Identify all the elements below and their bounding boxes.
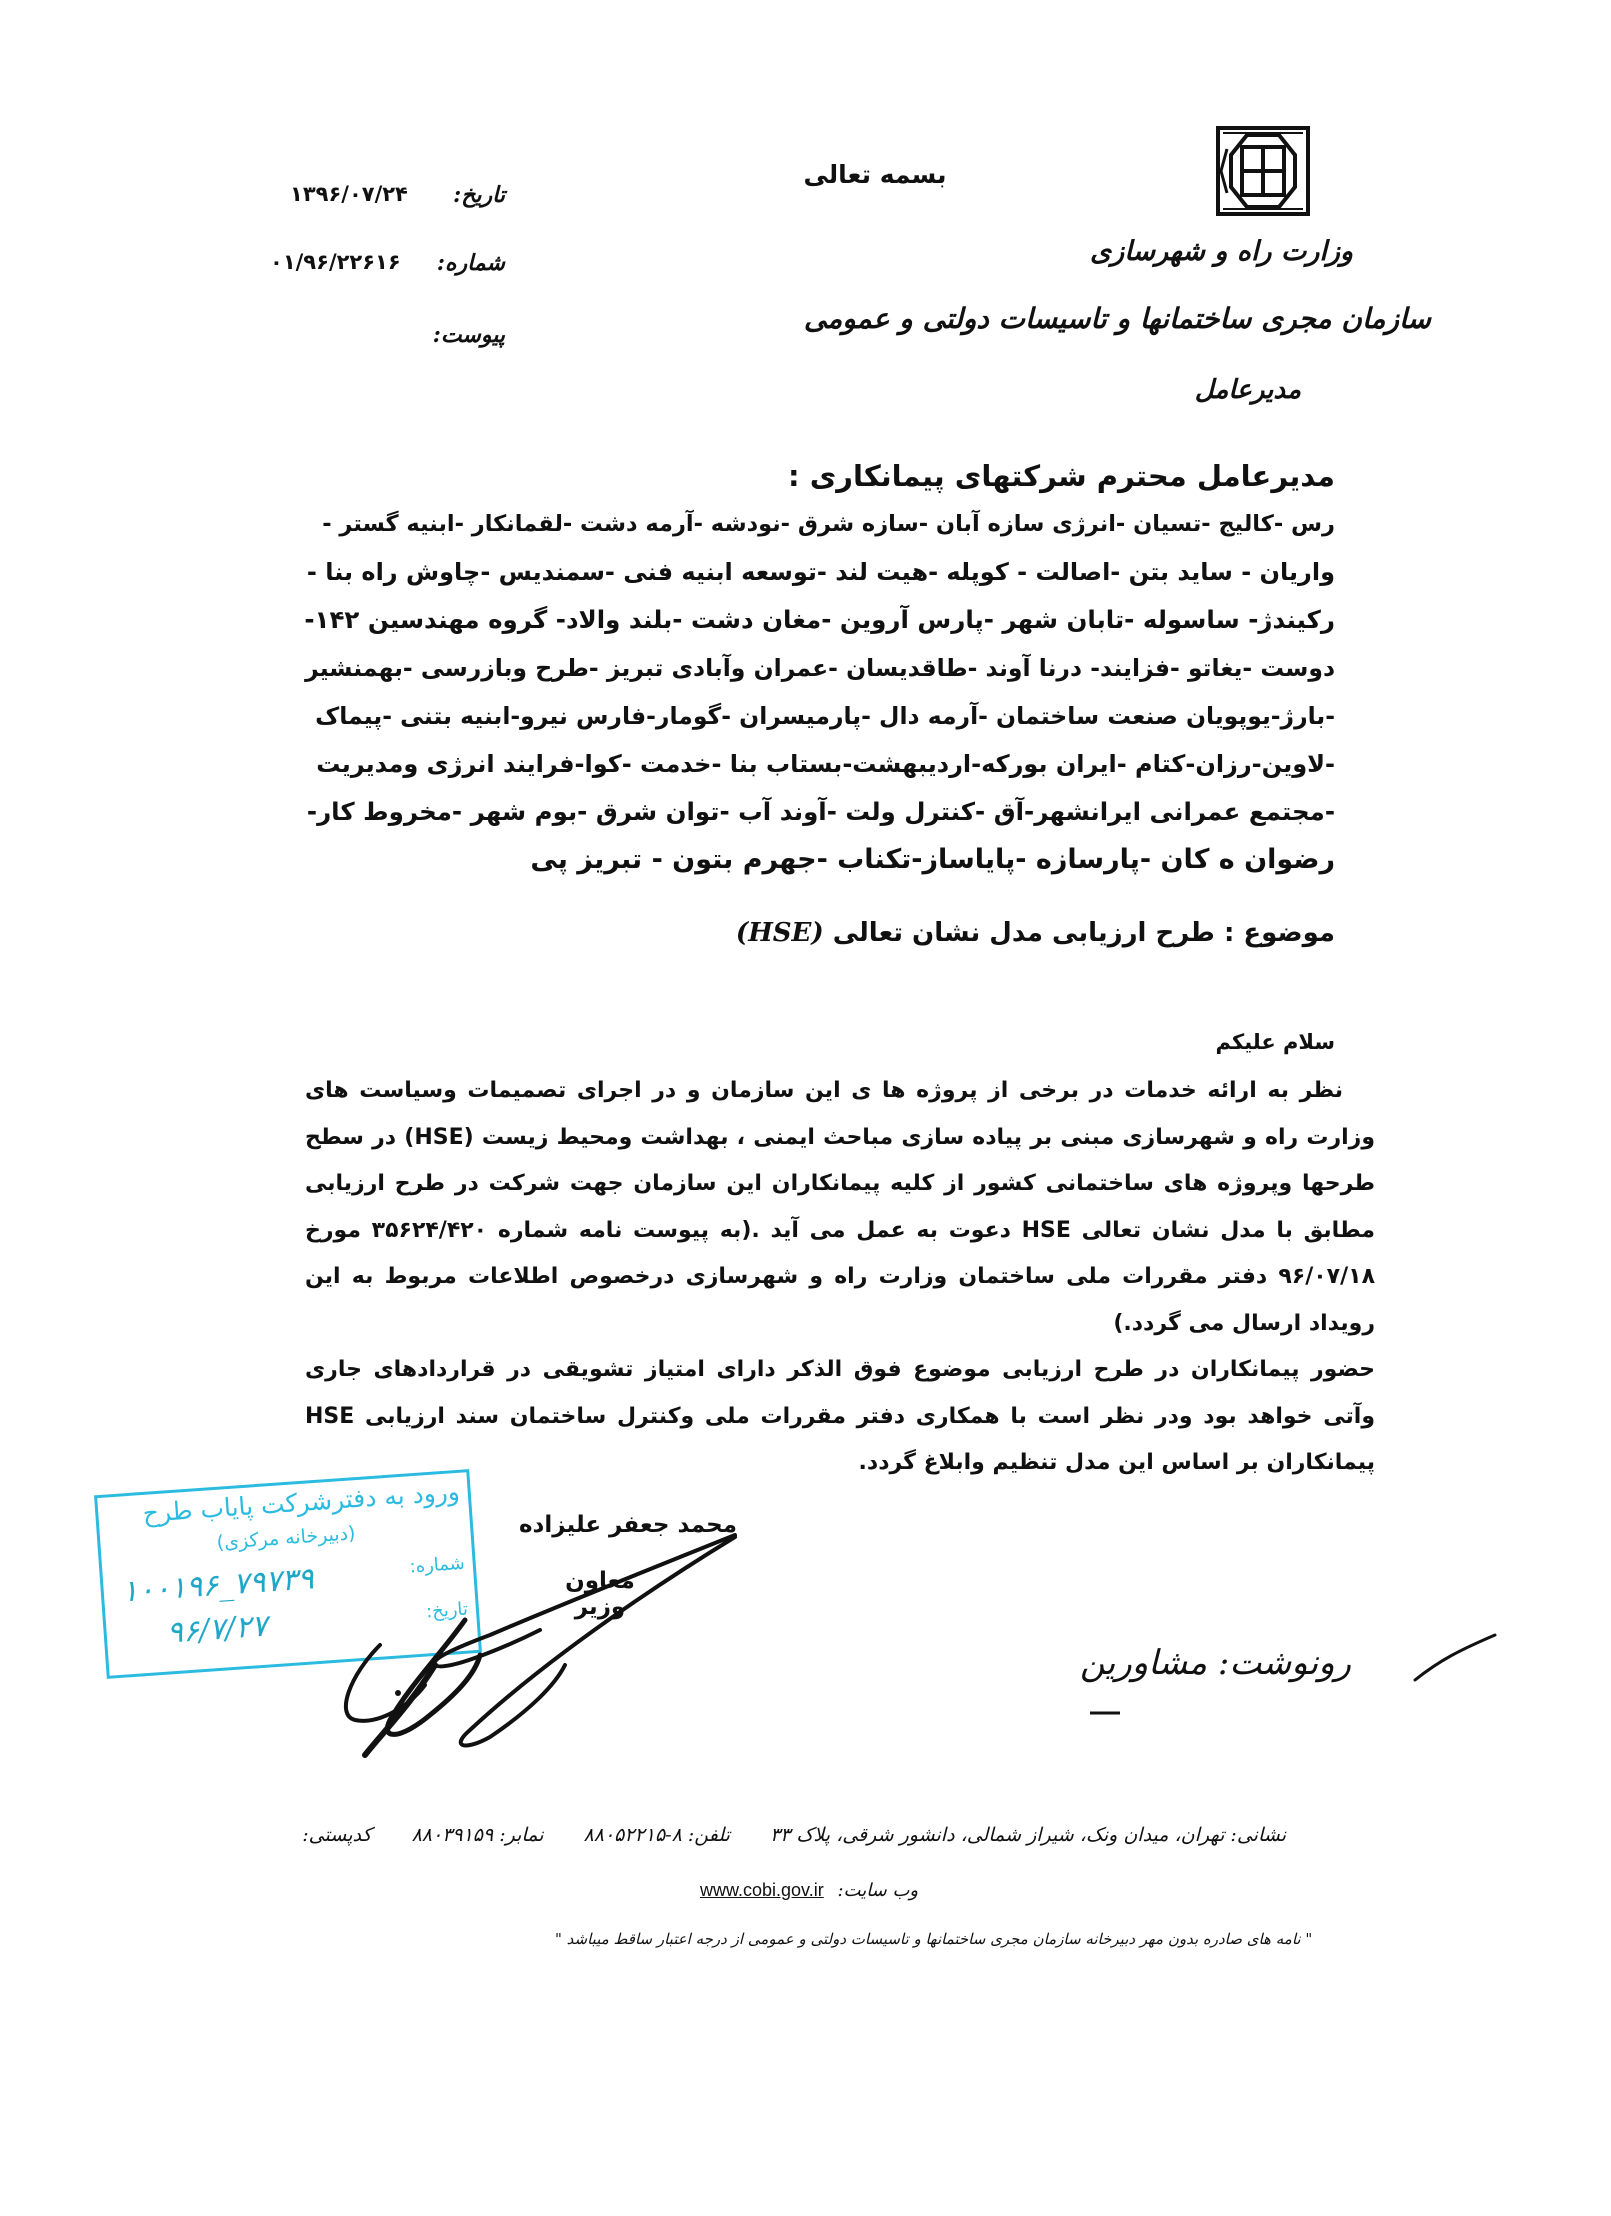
date-value: ۱۳۹۶/۰۷/۲۴ <box>290 182 408 206</box>
stamp-line-2: (دبیرخانه مرکزی) <box>215 1522 357 1554</box>
handwritten-cc-note <box>1040 1615 1500 1725</box>
addressee-line: رکیندژ- ساسوله -تابان شهر -پارس آروین -مغان دشت -بلند والاد- گروه مهندسین ۱۴۲- <box>304 605 1335 634</box>
subject-code: (HSE) <box>735 918 824 948</box>
addressee-block <box>305 452 1335 884</box>
letter-body <box>305 1068 1375 1487</box>
attachment-label: پیوست: <box>432 322 505 348</box>
stamp-number-label: شماره: <box>408 1552 466 1578</box>
footer-fax: نمابر: ۸۸۰۳۹۱۵۹ <box>411 1824 544 1846</box>
sender-office: مدیرعامل <box>1194 375 1301 405</box>
stamp-date-value: ۹۶/۷/۲۷ <box>165 1608 269 1651</box>
subject-label: موضوع : طرح ارزیابی مدل نشان تعالی <box>832 918 1335 948</box>
greeting: سلام علیکم <box>1215 1030 1335 1054</box>
handwritten-signature <box>340 1515 800 1775</box>
invocation: بسمه تعالی <box>803 160 947 189</box>
footer-validity-note: " نامه های صادره بدون مهر دبیرخانه سازمان مجری ساختمانها و تاسیسات دولتی و عمومی از درجه اعتبار ساقط میباشد " <box>555 1930 1313 1948</box>
body-line: رویداد ارسال می گردد.) <box>1113 1310 1375 1336</box>
addressee-line: -لاوین-رزان-کتام -ایران بورکه-اردیبهشت-بستاب بنا -خدمت -کوا-فرایند انرژی ومدیریت <box>316 750 1335 778</box>
footer-postal-code-label: کدپستی: <box>302 1824 372 1846</box>
addressee-line: رضوان ه کان -پارسازه -پایاساز-تکناب -جهرم بتون - تبریز پی <box>530 844 1335 875</box>
ministry-name: وزارت راه و شهرسازی <box>1090 236 1353 267</box>
addressee-line: رس -کالیج -تسیان -انرژی سازه آبان -سازه شرق -نودشه -آرمه دشت -لقمانکار -ابنیه گستر - <box>322 511 1335 537</box>
body-line: نظر به ارائه خدمات در برخی از پروژه ها ی این سازمان و در اجرای تصمیمات وسیاست های <box>305 1078 1343 1103</box>
number-label: شماره: <box>436 250 505 276</box>
addressee-line: -مجتمع عمرانی ایرانشهر-آق -کنترل ولت -آوند آب -توان شرق -بوم شهر -مخروط کار- <box>306 797 1335 826</box>
stamp-line-1: ورود به دفترشرکت پایاب طرح <box>141 1476 461 1528</box>
organization-name: سازمان مجری ساختمانها و تاسیسات دولتی و عمومی <box>803 302 1431 335</box>
ministry-emblem-icon <box>1215 125 1311 217</box>
website-link[interactable]: www.cobi.gov.ir <box>700 1880 824 1900</box>
cc-note-text: رونوشت: مشاورین <box>1080 1643 1352 1683</box>
body-line: پیمانکاران بر اساس این مدل تنظیم وابلاغ گردد. <box>858 1450 1375 1475</box>
website-label: وب سایت: <box>837 1880 919 1901</box>
addressee-line: -بارژ-یوپویان صنعت ساختمان -آرمه دال -پارمیسران -گومار-فارس نیرو-ابنیه بتنی -پیماک <box>315 702 1335 730</box>
footer-address: نشانی: تهران، میدان ونک، شیراز شمالی، دانشور شرقی، پلاک ۳۳ <box>769 1824 1286 1846</box>
addressee-line: دوست -یغاتو -فزایند- درنا آوند -طاقدیسان -عمران وآبادی تبریز -طرح وبازرسی -بهمنشیر <box>305 654 1335 682</box>
body-line: مطابق با مدل نشان تعالی HSE دعوت به عمل می آید .(به پیوست نامه شماره ۳۵۶۲۴/۴۲۰ مورخ <box>305 1217 1375 1243</box>
body-line: حضور پیمانکاران در طرح ارزیابی موضوع فوق الذکر دارای امتیاز تشویقی در قراردادهای جاری <box>305 1357 1375 1382</box>
date-label: تاریخ: <box>453 182 505 208</box>
body-line: وزارت راه و شهرسازی مبنی بر پیاده سازی مباحث ایمنی ، بهداشت ومحیط زیست (HSE) در سطح <box>305 1124 1376 1150</box>
signer-name: محمد جعفر علیزاده <box>518 1512 738 1538</box>
number-value: ۰۱/۹۶/۲۲۶۱۶ <box>270 250 401 274</box>
footer-contact <box>268 1824 1286 1846</box>
subject-line <box>305 918 1335 948</box>
addressee-line: واریان - ساید بتن -اصالت - کوپله -هیت لند -توسعه ابنیه فنی -سمندیس -چاوش راه بنا - <box>306 558 1335 586</box>
stamp-date-label: تاریخ: <box>425 1598 469 1623</box>
body-line: وآتی خواهد بود ودر نظر است با همکاری دفتر مقررات ملی وکنترل ساختمان سند ارزیابی HSE <box>305 1403 1375 1429</box>
addressee-title: مدیرعامل محترم شرکتهای پیمانکاری : <box>788 459 1335 493</box>
footer-phone: تلفن: ۸-۸۸۰۵۲۲۱۵ <box>583 1824 730 1846</box>
footer-website <box>700 1880 918 1901</box>
body-line: طرحها وپروژه های ساختمانی کشور از کلیه پیمانکاران این سازمان جهت شرکت در طرح ارزیابی <box>305 1171 1375 1196</box>
body-line: ۹۶/۰۷/۱۸ دفتر مقررات ملی ساختمان وزارت راه و شهرسازی درخصوص اطلاعات مربوط به این <box>305 1264 1375 1289</box>
signer-title: معاون وزیر <box>565 1568 635 1620</box>
stamp-number-value: ۱۰۰۱۹۶_۷۹۷۳۹ <box>120 1561 315 1610</box>
